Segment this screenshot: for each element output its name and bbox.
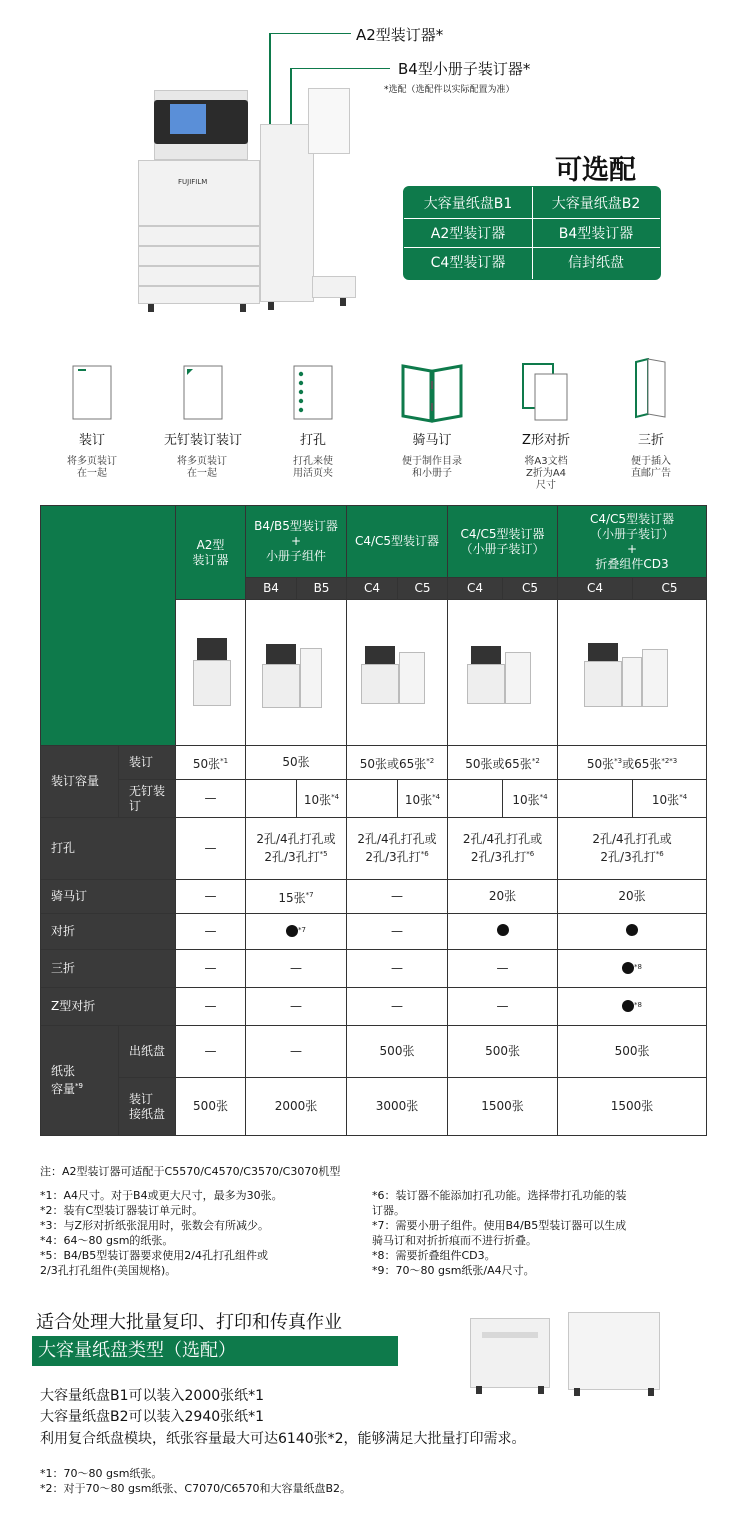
cell-stapfree-c4 [347,780,398,818]
cell-stapfree-c4c [558,780,633,818]
subheader-b5: B5 [297,578,347,600]
row-label-staple-free: 无钉装订 [119,780,176,818]
brand-logo: FUJIFILM [178,178,208,186]
cell-out-b4b5: — [246,1026,347,1078]
cell-stapfree-c4b [448,780,503,818]
cell-tri-b4b5: — [246,950,347,988]
subheader-b4: B4 [246,578,297,600]
subheader-c4: C4 [347,578,398,600]
tray-b2-text: 大容量纸盘B2可以装入2940张纸*1 [40,1409,265,1425]
subheader-c4: C4 [448,578,503,600]
options-title: 可选配 [555,155,636,186]
tri-fold-icon [634,358,668,424]
row-label-fold: 对折 [41,914,176,950]
callout-line-b4 [290,68,292,128]
cell-punch-b4b5: 2孔/4孔打孔或 2孔/3孔打$^{*5}$ [246,818,347,880]
icon-label-punch: 打孔 [299,433,326,448]
option-b4-finisher: B4型装订器 [558,226,634,242]
icon-label-trifold: 三折 [637,433,664,448]
cell-tri-c4c5-booklet: — [448,950,558,988]
cell-tri-c4c5-cd3: *8 [558,950,707,988]
cell-saddle-b4b5: 15张$^{*7}$ [246,880,347,914]
row-label-out-tray: 出纸盘 [119,1026,176,1078]
option-a2-finisher: A2型装订器 [430,226,506,242]
icon-label-saddle: 骑马订 [412,433,452,448]
callout-a2: A2型装订器* [356,26,444,44]
foot-note-2: *2：对于70～80 gsm纸张、C7070/C6570和大容量纸盘B2。 [40,1482,352,1495]
col-header-c4c5-booklet: C4/C5型装订器 （小册子装订） [448,506,558,578]
staple-free-icon [183,365,223,424]
section-title: 适合处理大批量复印、打印和传真作业 [36,1312,342,1333]
product-image-c4c5-booklet [448,600,558,746]
row-label-bind-capacity: 装订容量 [41,746,119,818]
subheader-c4: C4 [558,578,633,600]
cell-out-a2: — [176,1026,246,1078]
tray-b1-text: 大容量纸盘B1可以装入2000张纸*1 [40,1388,265,1404]
cell-stapfree-a2: — [176,780,246,818]
cell-out-c4c5-cd3: 500张 [558,1026,707,1078]
staple-icon [72,365,112,424]
cell-staple-a2: 50张$^{*1}$ [176,746,246,780]
subheader-c5: C5 [633,578,707,600]
icon-desc-zfold: 将A3文档 Z折为A4 尺寸 [524,456,568,491]
cell-saddle-a2: — [176,880,246,914]
table-corner [41,506,176,746]
bullet-icon [497,924,509,936]
cell-stapfree-c5: 10张$^{*4}$ [398,780,448,818]
callout-line-b4-h [290,68,390,69]
product-image-c4c5-cd3 [558,600,707,746]
cell-zfold-c4c5-booklet: — [448,988,558,1026]
cell-punch-c4c5-booklet: 2孔/4孔打孔或 2孔/3孔打$^{*6}$ [448,818,558,880]
z-fold-icon [521,362,571,426]
section-banner: 大容量纸盘类型（选配） [32,1336,398,1366]
notes-right: *6：装订器不能添加打孔功能。选择带打孔功能的装 订器。 *7：需要小册子组件。使用B4/B5型装订器可以生成 骑马订和对折折痕而不进行折叠。 *8：需要折叠组件CD3。 *9：70～80 gsm纸张/A4尺寸。 [372,1189,627,1277]
col-header-c4c5: C4/C5型装订器 [347,506,448,578]
col-header-c4c5-cd3: C4/C5型装订器 （小册子装订） + 折叠组件CD3 [558,506,707,578]
cell-staple-b4b5: 50张 [246,746,347,780]
icon-desc-saddle: 便于制作目录 和小册子 [402,456,462,479]
cell-stapfree-c5b: 10张$^{*4}$ [503,780,558,818]
cell-bind-a2: 500张 [176,1078,246,1136]
cell-fold-c4c5-booklet [448,914,558,950]
cell-stapfree-c5c: 10张$^{*4}$ [633,780,707,818]
row-label-saddle: 骑马订 [41,880,176,914]
col-header-a2: A2型 装订器 [176,506,246,600]
cell-saddle-c4c5-booklet: 20张 [448,880,558,914]
icon-label-staple-free: 无钉装订装订 [163,433,242,448]
subheader-c5: C5 [503,578,558,600]
cell-tri-c4c5: — [347,950,448,988]
bullet-icon [622,962,634,974]
cell-punch-a2: — [176,818,246,880]
cell-zfold-c4c5: — [347,988,448,1026]
cell-out-c4c5-booklet: 500张 [448,1026,558,1078]
cell-stapfree-b4 [246,780,297,818]
callout-b4: B4型小册子装订器* [398,60,531,78]
icon-label-zfold: Z形对折 [522,433,570,448]
cell-fold-c4c5: — [347,914,448,950]
row-label-paper-capacity: 纸张 容量$^{*9}$ [41,1026,119,1136]
row-label-zfold: Z型对折 [41,988,176,1026]
cell-bind-c4c5: 3000张 [347,1078,448,1136]
bullet-icon [626,924,638,936]
option-tray-b1: 大容量纸盘B1 [423,196,513,212]
cell-bind-b4b5: 2000张 [246,1078,347,1136]
cell-saddle-c4c5-cd3: 20张 [558,880,707,914]
cell-fold-a2: — [176,914,246,950]
saddle-stitch-icon [400,363,464,427]
icon-desc-staple: 将多页装订 在一起 [67,456,117,479]
notes-left: *1：A4尺寸。对于B4或更大尺寸，最多为30张。 *2：装有C型装订器装订单元时。 *3：与Z形对折纸张混用时，张数会有所减少。 *4：64～80 gsm的纸张。 *5：B4/B5型装订器要求使用2/4孔打孔组件或 2/3孔打孔组件(美国规格)。 [40,1189,283,1277]
bullet-icon [286,925,298,937]
option-c4-finisher: C4型装订器 [430,255,506,271]
bullet-icon [622,1000,634,1012]
cell-out-c4c5: 500张 [347,1026,448,1078]
product-image-b4b5 [246,600,347,746]
cell-saddle-c4c5: — [347,880,448,914]
icon-desc-trifold: 便于插入 直邮广告 [631,456,671,479]
row-label-bind-tray: 装订 接纸盘 [119,1078,176,1136]
punch-icon [293,365,333,424]
callout-line-a2-h [269,33,351,34]
finisher-spec-table [40,505,707,1136]
option-envelope-tray: 信封纸盘 [568,255,624,271]
note-head: 注：A2型装订器可适配于C5570/C4570/C3570/C3070机型 [40,1165,341,1178]
tray-combo-text: 利用复合纸盘模块，纸张容量最大可达6140张*2，能够满足大批量打印需求。 [40,1431,526,1447]
row-label-punch: 打孔 [41,818,176,880]
cell-tri-a2: — [176,950,246,988]
options-grid [403,186,661,280]
product-image-c4c5 [347,600,448,746]
icon-desc-punch: 打孔来使 用活页夹 [293,456,333,479]
product-image-a2 [176,600,246,746]
row-label-trifold: 三折 [41,950,176,988]
cell-staple-c4c5-booklet: 50张或65张$^{*2}$ [448,746,558,780]
cell-punch-c4c5-cd3: 2孔/4孔打孔或 2孔/3孔打$^{*6}$ [558,818,707,880]
cell-fold-b4b5: *7 [246,914,347,950]
cell-fold-c4c5-cd3 [558,914,707,950]
cell-staple-c4c5-cd3: 50张$^{*3}$或65张$^{*2*3}$ [558,746,707,780]
icon-desc-staple-free: 将多页装订 在一起 [177,456,227,479]
option-tray-b2: 大容量纸盘B2 [551,196,641,212]
callout-note: *选配（选配件以实际配置为准） [384,85,515,95]
cell-zfold-a2: — [176,988,246,1026]
cell-stapfree-b5: 10张$^{*4}$ [297,780,347,818]
cell-zfold-c4c5-cd3: *8 [558,988,707,1026]
cell-bind-c4c5-cd3: 1500张 [558,1078,707,1136]
subheader-c5: C5 [398,578,448,600]
icon-label-staple: 装订 [78,433,105,448]
col-header-b4b5: B4/B5型装订器 + 小册子组件 [246,506,347,578]
cell-staple-c4c5: 50张或65张$^{*2}$ [347,746,448,780]
row-label-staple: 装订 [119,746,176,780]
foot-note-1: *1：70～80 gsm纸张。 [40,1467,163,1480]
cell-bind-c4c5-booklet: 1500张 [448,1078,558,1136]
cell-punch-c4c5: 2孔/4孔打孔或 2孔/3孔打$^{*6}$ [347,818,448,880]
cell-zfold-b4b5: — [246,988,347,1026]
